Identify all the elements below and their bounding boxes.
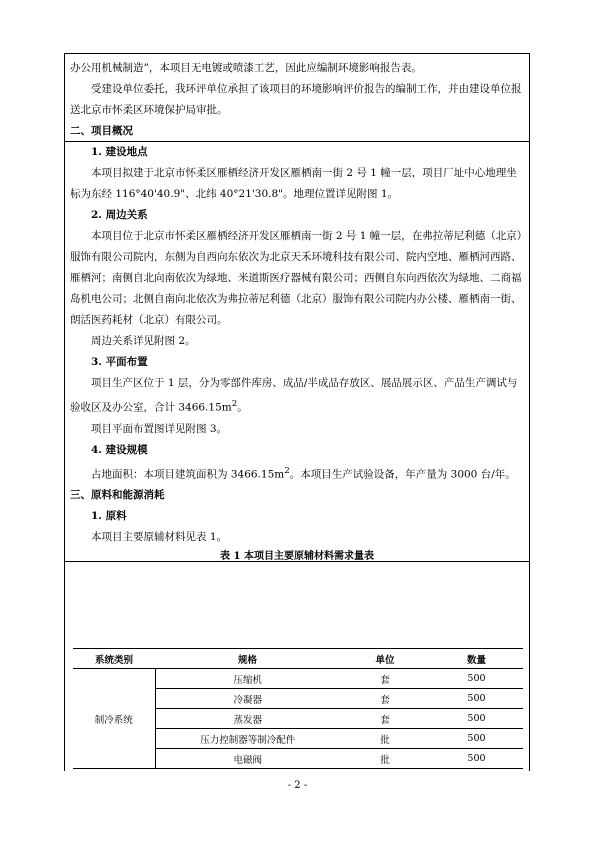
table-caption: 表 1 本项目主要原辅材料需求量表 xyxy=(220,551,374,562)
column-header: 规格 xyxy=(155,649,340,669)
document-body xyxy=(64,58,530,566)
section-heading: 三、原料和能源消耗 xyxy=(70,489,165,501)
table-row xyxy=(73,669,523,689)
paragraph xyxy=(64,373,530,419)
spec-cell: 冷凝器 xyxy=(155,689,340,709)
column-header: 数量 xyxy=(430,649,523,669)
qty-cell: 500 xyxy=(430,729,523,749)
qty-cell: 500 xyxy=(430,669,523,689)
section-divider xyxy=(64,561,530,562)
spec-cell: 电磁阀 xyxy=(155,749,340,769)
paragraph-text: 。本项目生产试验设备，年产量为 3000 台/年。 xyxy=(289,468,516,480)
unit-cell: 套 xyxy=(340,689,430,709)
unit-cell: 批 xyxy=(340,729,430,749)
paragraph: 本项目位于北京市怀柔区雁栖经济开发区雁栖南一街 2 号 1 幢一层，在弗拉蒂尼利德（北京）服饰有限公司院内，东侧为自西向东依次为北京天禾环境科技有限公司、院内空地、雁栖河西路、雁栖河；南侧自北向南依次为绿地、米道斯医疗器械有限公司；西侧自东向西依次为绿地、二商福岛机电公司；北侧自南向北依次为弗拉蒂尼利德（北京）服饰有限公司院内办公楼、雁栖南一街、朗活医药耗材（北京）有限公司。 xyxy=(70,230,522,326)
section-divider xyxy=(64,141,530,142)
paragraph-text: 占地面积：本项目建筑面积为 3466.15m xyxy=(91,468,285,480)
paragraph: 本项目主要原辅材料见表 1。 xyxy=(91,531,228,543)
paragraph: 周边关系详见附图 2。 xyxy=(91,335,196,347)
unit-cell: 批 xyxy=(340,749,430,769)
page-number: - 2 - xyxy=(287,780,308,791)
spec-cell: 蒸发器 xyxy=(155,709,340,729)
spec-cell: 压缩机 xyxy=(155,669,340,689)
superscript: 2 xyxy=(231,399,238,409)
column-header: 系统类别 xyxy=(73,649,155,669)
qty-cell: 500 xyxy=(430,689,523,709)
section-heading: 二、项目概况 xyxy=(70,125,133,137)
paragraph: 项目平面布置图详见附图 3。 xyxy=(91,422,228,435)
paragraph-text: 。 xyxy=(237,401,248,414)
unit-cell: 套 xyxy=(340,669,430,689)
superscript: 2 xyxy=(284,465,290,476)
paragraph: 本项目拟建于北京市怀柔区雁栖经济开发区雁栖南一街 2 号 1 幢一层，项目厂址中心地理坐标为东经 116°40'40.9"、北纬 40°21'30.8"。地理位置详见附图 1。 xyxy=(70,167,517,200)
column-header: 单位 xyxy=(340,649,430,669)
spec-cell: 压力控制器等制冷配件 xyxy=(155,729,340,749)
subsection-heading: 4. 建设规模 xyxy=(91,443,148,456)
paragraph xyxy=(64,461,530,486)
subsection-heading: 2. 周边关系 xyxy=(91,209,148,221)
materials-table xyxy=(73,648,523,769)
subsection-heading: 1. 原料 xyxy=(91,510,127,522)
table-header-row xyxy=(73,649,523,669)
paragraph-text: 项目生产区位于 1 层，分为零部件库房、成品/半成品存放区、展品展示区、产品生产调试与验收区及办公室，合计 3466.15m xyxy=(70,377,518,414)
subsection-heading: 1. 建设地点 xyxy=(91,146,148,158)
subsection-heading: 3. 平面布置 xyxy=(91,356,148,368)
paragraph: 办公用机械制造”，本项目无电镀或喷漆工艺，因此应编制环境影响报告表。 xyxy=(70,62,422,74)
category-cell: 制冷系统 xyxy=(73,669,155,769)
qty-cell: 500 xyxy=(430,709,523,729)
qty-cell: 500 xyxy=(430,749,523,769)
unit-cell: 套 xyxy=(340,709,430,729)
paragraph: 受建设单位委托，我环评单位承担了该项目的环境影响评价报告的编制工作，并由建设单位报送北京市怀柔区环境保护局审批。 xyxy=(70,83,522,116)
